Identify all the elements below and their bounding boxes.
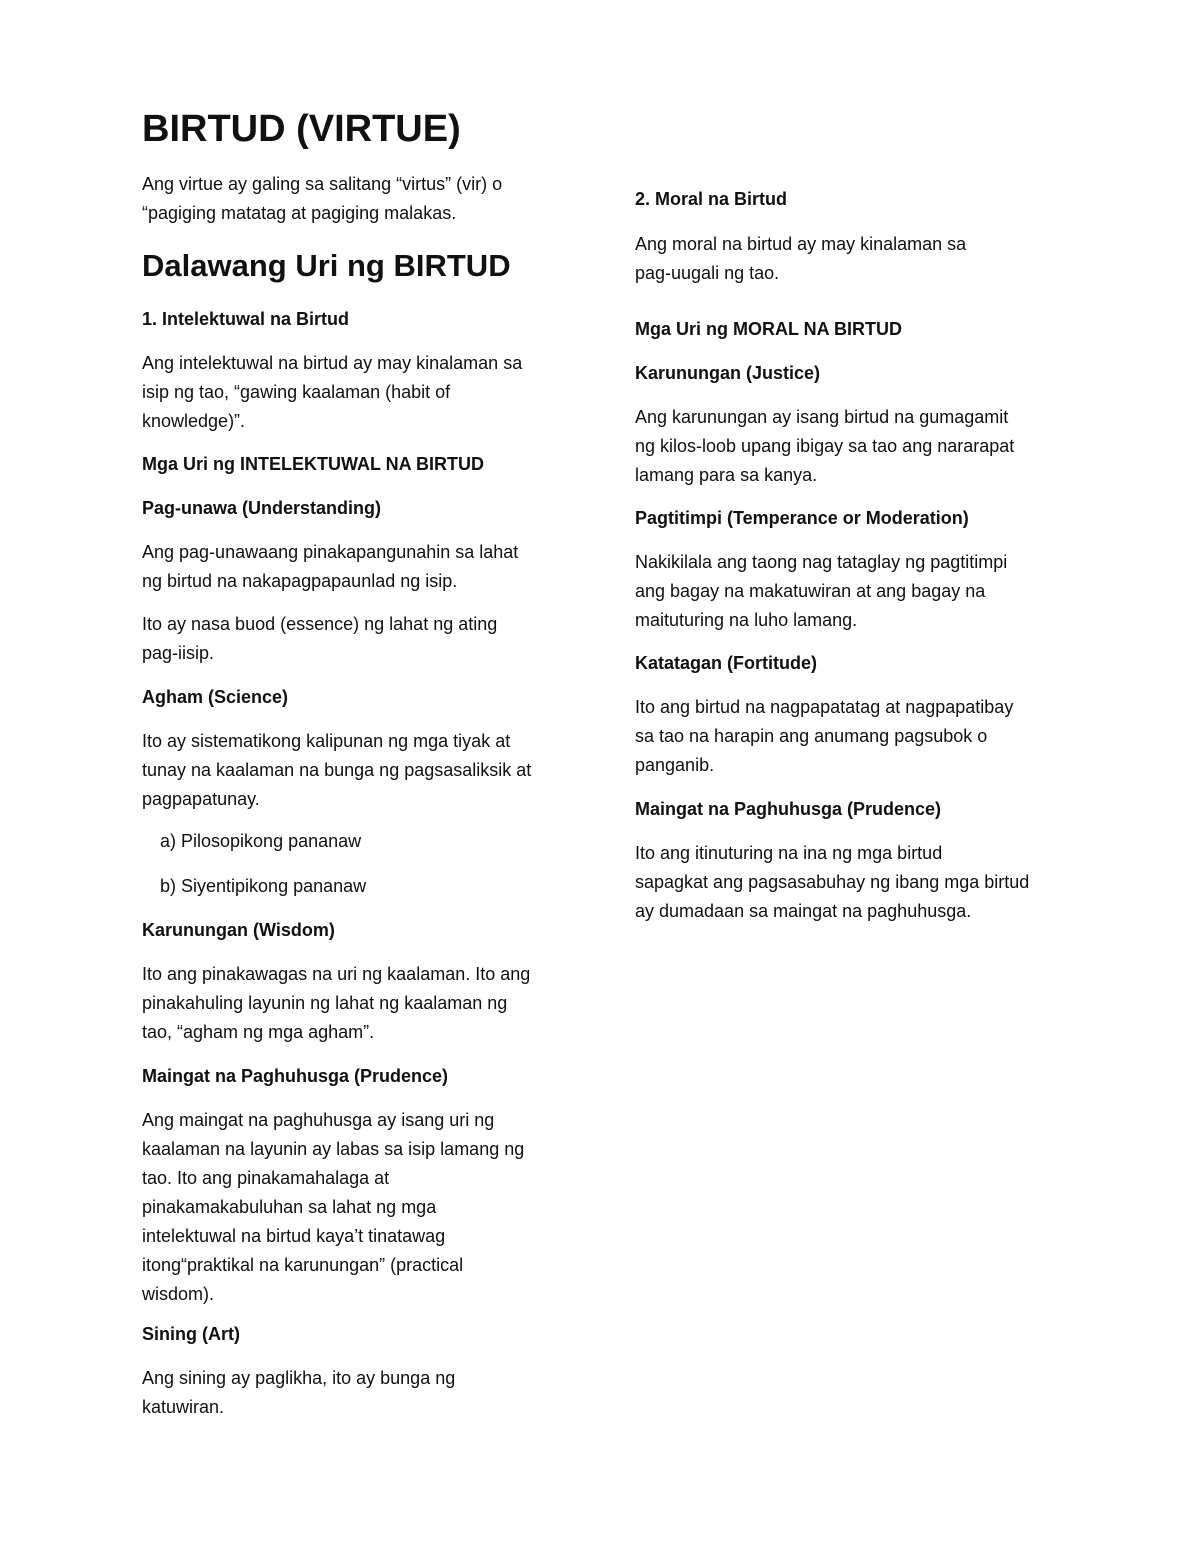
justice-paragraph: Ang karunungan ay isang birtud na gumagamit ng kilos-loob upang ibigay sa tao ang nararapat lamang para sa kanya. [635,407,1015,485]
science-heading: Agham (Science) [142,687,289,707]
list-item-scientific: b) Siyentipikong pananaw [160,876,367,896]
moral-virtue-heading: 2. Moral na Birtud [635,189,788,209]
intro-paragraph: Ang virtue ay galing sa salitang “virtus” (vir) o “pagiging matatag at pagiging malakas. [142,174,503,223]
prudence-heading-right: Maingat na Paghuhusga (Prudence) [635,799,942,819]
intellectual-virtue-paragraph: Ang intelektuwal na birtud ay may kinalaman sa isip ng tao, “gawing kaalaman (habit of knowledge)”. [142,353,523,431]
wisdom-paragraph: Ito ang pinakawagas na uri ng kaalaman. Ito ang pinakahuling layunin ng lahat ng kaalaman ng tao, “agham ng mga agham”. [142,964,531,1042]
page-title: BIRTUD (VIRTUE) [142,108,461,150]
fortitude-paragraph: Ito ang birtud na nagpapatatag at nagpapatibay sa tao na harapin ang anumang pagsubok o panganib. [635,697,1014,775]
section-subtitle: Dalawang Uri ng BIRTUD [142,248,511,283]
moral-virtue-paragraph: Ang moral na birtud ay may kinalaman sa pag-uugali ng tao. [635,234,967,283]
understanding-paragraph: Ang pag-unawaang pinakapangunahin sa lahat ng birtud na nakapagpapaunlad ng isip. [142,542,519,591]
temperance-heading: Pagtitimpi (Temperance or Moderation) [635,508,969,528]
justice-heading: Karunungan (Justice) [635,363,821,383]
understanding-heading: Pag-unawa (Understanding) [142,498,382,518]
prudence-paragraph-right: Ito ang itinuturing na ina ng mga birtud sapagkat ang pagsasabuhay ng ibang mga birtud ay dumadaan sa maingat na paghuhusga. [635,843,1030,921]
temperance-paragraph: Nakikilala ang taong nag tataglay ng pagtitimpi ang bagay na makatuwiran at ang bagay na maituturing na luho lamang. [635,552,1008,630]
fortitude-heading: Katatagan (Fortitude) [635,653,817,673]
wisdom-heading: Karunungan (Wisdom) [142,920,335,940]
science-paragraph: Ito ay sistematikong kalipunan ng mga tiyak at tunay na kaalaman na bunga ng pagsasaliksik at pagpapatunay. [142,731,532,809]
intellectual-types-heading: Mga Uri ng INTELEKTUWAL NA BIRTUD [142,454,484,474]
list-item-philosophical: a) Pilosopikong pananaw [160,831,362,851]
prudence-heading-left: Maingat na Paghuhusga (Prudence) [142,1066,449,1086]
art-heading: Sining (Art) [142,1324,240,1344]
art-paragraph: Ang sining ay paglikha, ito ay bunga ng katuwiran. [142,1368,456,1417]
essence-paragraph: Ito ay nasa buod (essence) ng lahat ng ating pag-iisip. [142,614,498,663]
moral-types-heading: Mga Uri ng MORAL NA BIRTUD [635,319,902,339]
intellectual-virtue-heading: 1. Intelektuwal na Birtud [142,309,350,329]
prudence-paragraph-left: Ang maingat na paghuhusga ay isang uri ng kaalaman na layunin ay labas sa isip lamang ng tao. Ito ang pinakamahalaga at pinakamakabuluhan sa lahat ng mga intelektuwal na birtud kaya’t tinatawag itong“praktikal na karunungan” (practical wisdom). [142,1110,525,1304]
